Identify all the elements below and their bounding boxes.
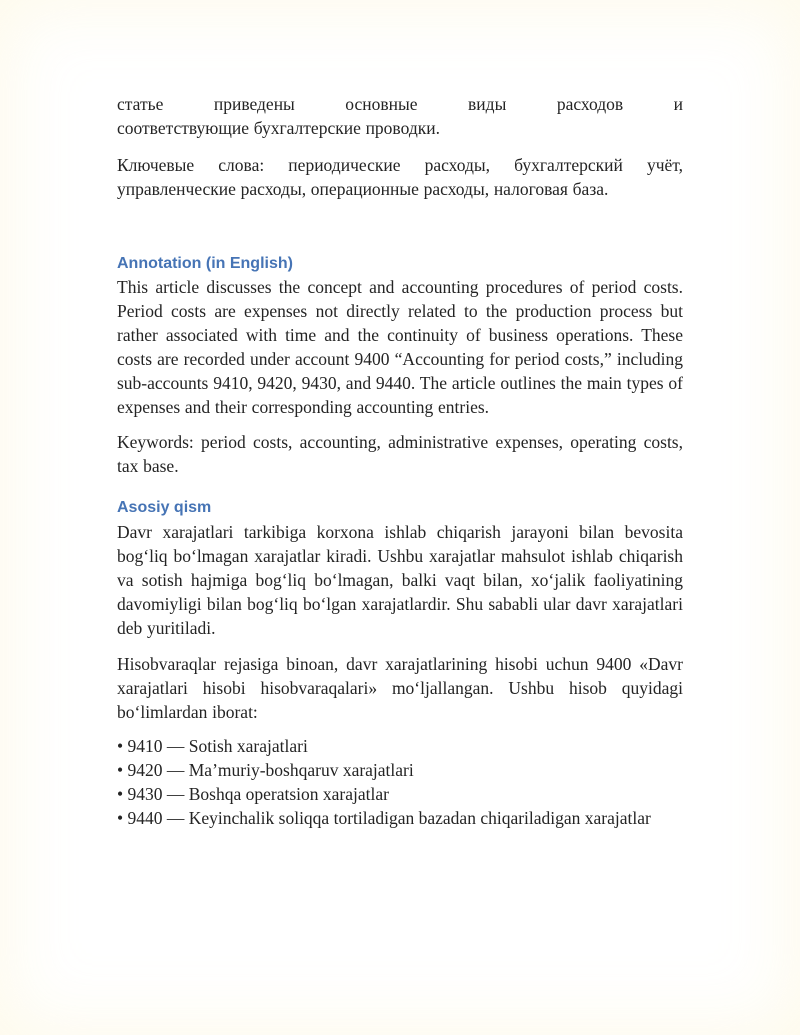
main-section-heading: Asosiy qism — [117, 499, 212, 516]
list-item-9410: • 9410 — Sotish xarajatlari — [117, 736, 308, 756]
russian-tail-line-2: соответствующие бухгалтерские проводки. — [117, 118, 440, 138]
list-item-9420: • 9420 — Maʼmuriy-boshqaruv xarajatlari — [117, 760, 414, 780]
uzbek-paragraph-2: Hisobvaraqlar rejasiga binoan, davr xarajatlarining hisobi uchun 9400 «Davr xarajatlari hisobi hisobvaraqalari» moʻljallangan. Ushbu hisob quyidagi boʻlimlardan iborat: — [117, 654, 683, 722]
uzbek-paragraph-1: Davr xarajatlari tarkibiga korxona ishlab chiqarish jarayoni bilan bevosita bogʻliq boʻlmagan xarajatlar kiradi. Ushbu xarajatlar mahsulot ishlab chiqarish va sotish hajmiga bogʻliq boʻlmagan, balki vaqt bilan, xoʻjalik faoliyatining davomiyligi bilan bogʻliq boʻlgan xarajatlardir. Shu sababli ular davr xarajatlari deb yuritiladi. — [117, 522, 683, 638]
list-item-9440: • 9440 — Keyinchalik soliqqa tortiladigan bazadan chiqariladigan xarajatlar — [117, 808, 651, 828]
annotation-heading: Annotation (in English) — [117, 255, 293, 272]
russian-keywords-paragraph: Ключевые слова: периодические расходы, бухгалтерский учёт, управленческие расходы, операционные расходы, налоговая база. — [117, 155, 683, 199]
accounts-list — [117, 734, 683, 830]
annotation-paragraph: This article discusses the concept and accounting procedures of period costs. Period costs are expenses not directly related to the production process but rather associated with time and the continuity of business operations. These costs are recorded under account 9400 “Accounting for period costs,” including sub-accounts 9410, 9420, 9430, and 9440. The article outlines the main types of expenses and their corresponding accounting entries. — [117, 277, 683, 417]
russian-tail-line-1: статье приведены основные виды расходов и — [117, 94, 683, 114]
english-keywords-paragraph: Keywords: period costs, accounting, administrative expenses, operating costs, tax base. — [117, 432, 683, 476]
russian-tail-paragraph — [117, 92, 683, 140]
list-item-9430: • 9430 — Boshqa operatsion xarajatlar — [117, 784, 389, 804]
